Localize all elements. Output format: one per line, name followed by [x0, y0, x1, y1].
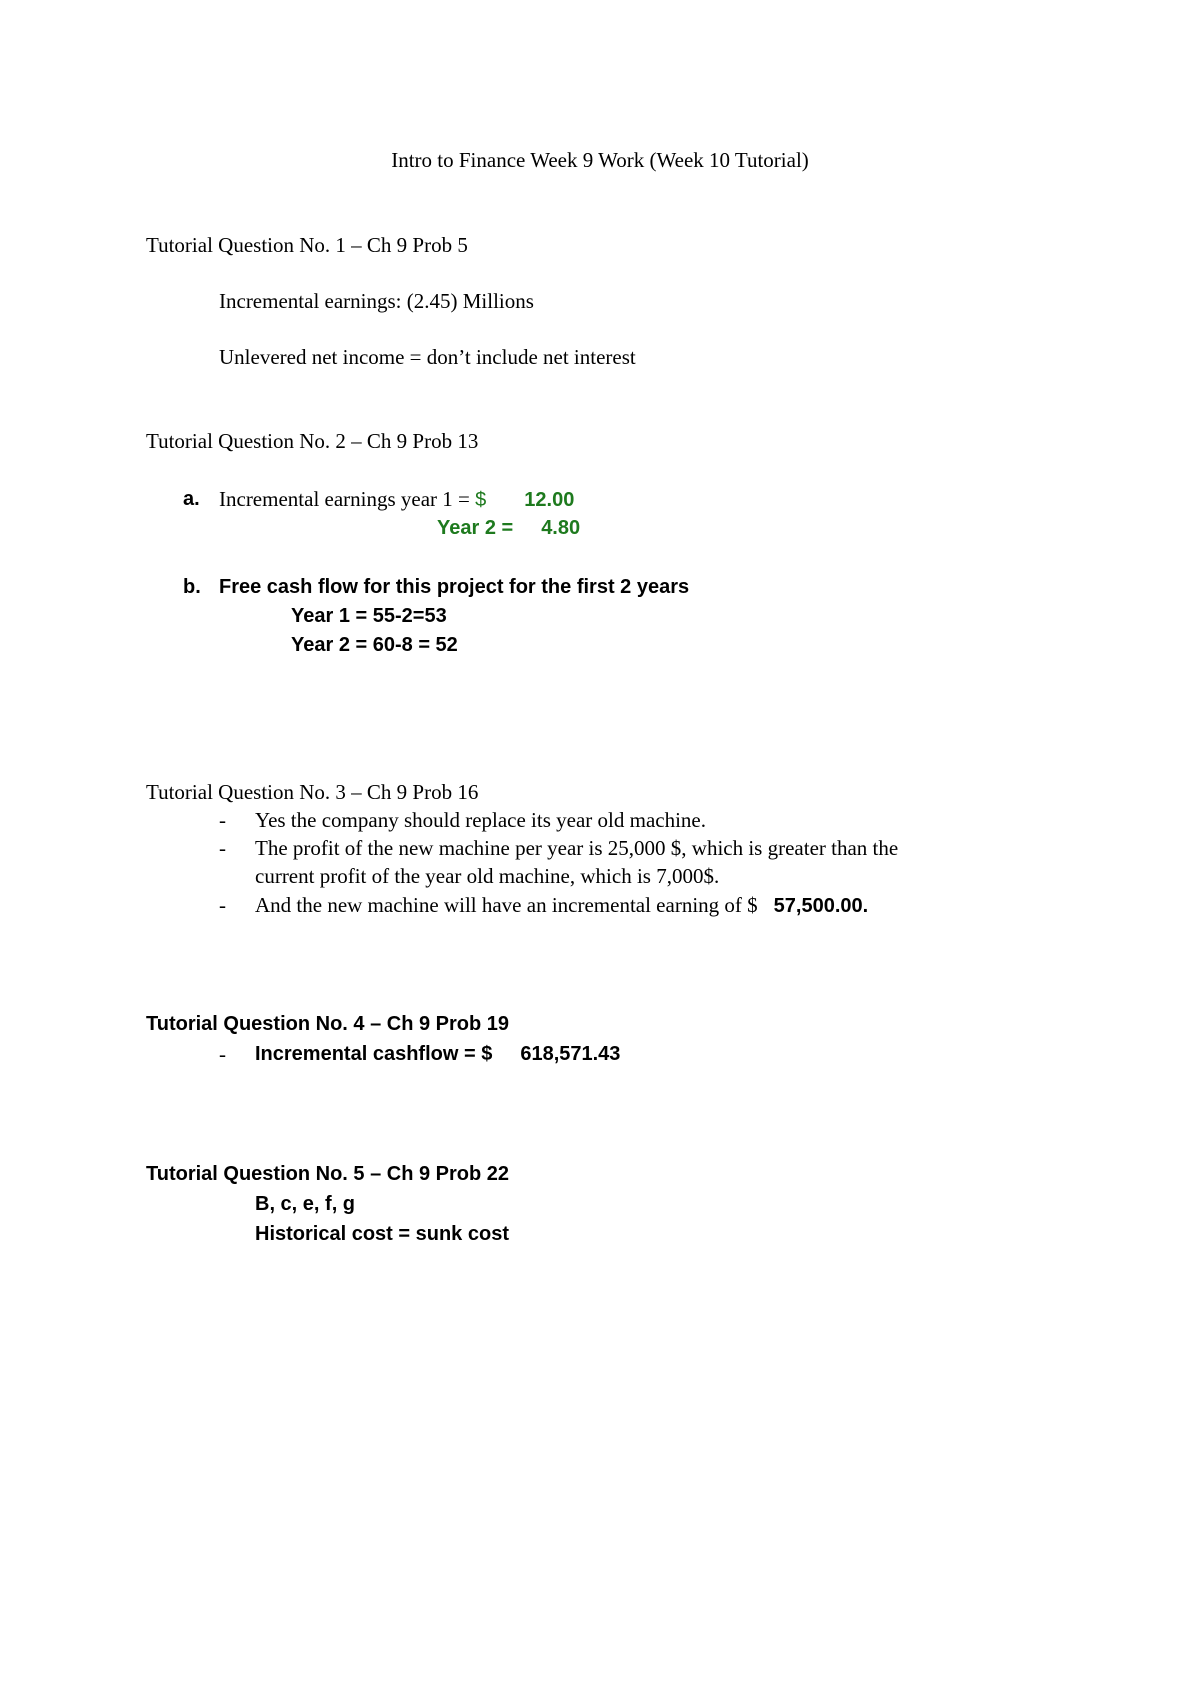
- q5-answers: B, c, e, f, g: [255, 1193, 356, 1215]
- q3-bullet-3: [255, 891, 868, 920]
- q3-heading: Tutorial Question No. 3 – Ch 9 Prob 16: [146, 780, 479, 804]
- q2-a-marker: a.: [183, 488, 200, 510]
- q1-unlevered-net-income: Unlevered net income = don’t include net interest: [219, 345, 636, 369]
- q2-a-value: 12.00: [524, 489, 575, 511]
- q2-b-year2: Year 2 = 60-8 = 52: [291, 634, 458, 656]
- q4-bullet-marker: -: [219, 1042, 226, 1066]
- q5-historical-cost: Historical cost = sunk cost: [255, 1223, 509, 1245]
- q2-a-year2-value: 4.80: [541, 517, 581, 539]
- q2-b-text: Free cash flow for this project for the first 2 years: [219, 576, 690, 598]
- q4-bullet-text: Incremental cashflow = $: [255, 1043, 493, 1065]
- q2-b-year1: Year 1 = 55-2=53: [291, 605, 447, 627]
- q2-a-currency: $: [475, 489, 487, 511]
- q2-heading: Tutorial Question No. 2 – Ch 9 Prob 13: [146, 429, 479, 453]
- q5-heading: Tutorial Question No. 5 – Ch 9 Prob 22: [146, 1163, 510, 1185]
- q3-bullet-marker: -: [219, 893, 226, 917]
- q3-bullet-3-value: 57,500.00.: [773, 895, 869, 917]
- q2-a-text: Incremental earnings year 1 =: [219, 487, 476, 511]
- q4-bullet: [255, 1040, 620, 1068]
- q3-bullet-marker: -: [219, 808, 226, 832]
- q3-bullet-2-line-2: current profit of the year old machine, which is 7,000$.: [255, 864, 720, 888]
- q4-bullet-value: 618,571.43: [520, 1043, 621, 1065]
- q3-bullet-3-text: And the new machine will have an incremental earning of $: [255, 893, 758, 917]
- q1-heading: Tutorial Question No. 1 – Ch 9 Prob 5: [146, 233, 468, 257]
- q3-bullet-marker: -: [219, 836, 226, 860]
- document-title: Intro to Finance Week 9 Work (Week 10 Tutorial): [391, 148, 809, 172]
- q3-bullet-1: Yes the company should replace its year old machine.: [255, 808, 706, 832]
- q2-b-marker: b.: [183, 576, 201, 598]
- q2-a-year2-label: Year 2 =: [437, 517, 514, 539]
- q2-a-line: [219, 485, 574, 514]
- q2-a-year2: [437, 514, 580, 542]
- q3-bullet-2-line-1: The profit of the new machine per year is 25,000 $, which is greater than the: [255, 836, 899, 860]
- q1-incremental-earnings: Incremental earnings: (2.45) Millions: [219, 289, 534, 313]
- q4-heading: Tutorial Question No. 4 – Ch 9 Prob 19: [146, 1013, 510, 1035]
